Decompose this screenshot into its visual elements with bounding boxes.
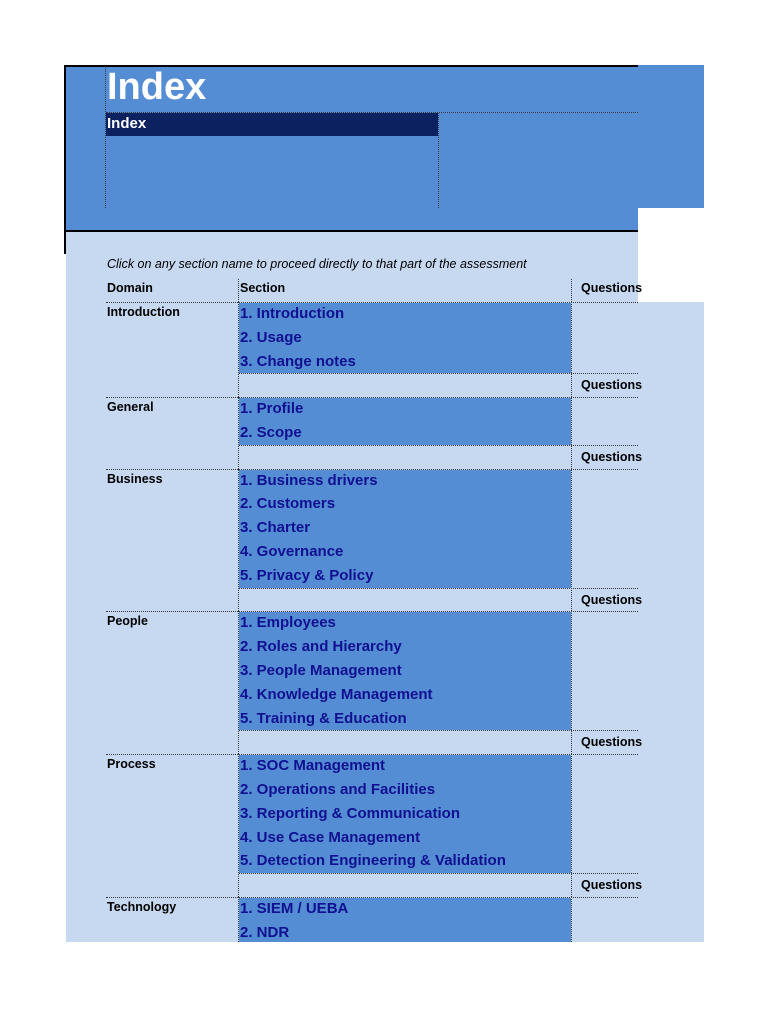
questions-link[interactable]: Questions (581, 592, 643, 607)
domain-label: Process (107, 757, 156, 772)
questions-gridline (239, 445, 638, 446)
column-header-domain: Domain (107, 281, 153, 295)
section-block (239, 303, 571, 373)
column-divider (571, 897, 572, 942)
column-divider (238, 279, 239, 302)
section-link[interactable]: 2. Operations and Facilities (240, 780, 436, 798)
instruction-text: Click on any section name to proceed directly to that part of the assessment (107, 257, 527, 271)
section-block (239, 470, 571, 588)
column-divider (571, 611, 572, 754)
section-link[interactable]: 4. Use Case Management (240, 828, 421, 846)
header-bottom-border (64, 230, 638, 232)
questions-link[interactable]: Questions (581, 378, 643, 393)
questions-link[interactable]: Questions (581, 878, 643, 893)
column-divider (238, 469, 239, 612)
section-link[interactable]: 2. Roles and Hierarchy (240, 638, 402, 656)
section-link[interactable]: 1. Profile (240, 400, 304, 418)
section-block (239, 755, 571, 873)
domain-label: Business (107, 471, 163, 486)
section-link[interactable]: 1. Employees (240, 614, 336, 632)
domain-label: Technology (107, 900, 177, 914)
header-band-lower (64, 208, 638, 230)
column-divider (571, 302, 572, 397)
section-link[interactable]: 4. Knowledge Management (240, 685, 433, 703)
questions-link[interactable]: Questions (581, 449, 643, 464)
column-divider (571, 469, 572, 612)
questions-gridline (239, 373, 638, 374)
column-divider (238, 897, 239, 942)
column-divider (238, 754, 239, 897)
header-gridline (105, 66, 106, 208)
section-link[interactable]: 3. Charter (240, 519, 311, 537)
domain-label: People (107, 614, 148, 629)
section-link[interactable]: 2. Usage (240, 328, 302, 346)
questions-gridline (239, 730, 638, 731)
section-link[interactable]: 3. People Management (240, 661, 402, 679)
column-divider (571, 397, 572, 468)
section-link[interactable]: 2. NDR (240, 923, 290, 941)
section-link[interactable]: 3. Change notes (240, 352, 356, 370)
column-header-section: Section (240, 281, 286, 295)
column-divider (571, 279, 572, 302)
column-header-questions: Questions (581, 281, 643, 295)
section-link[interactable]: 2. Scope (240, 423, 302, 441)
page-title: Index (107, 66, 207, 108)
questions-gridline (239, 873, 638, 874)
header-left-border (64, 65, 66, 254)
questions-link[interactable]: Questions (581, 735, 643, 750)
section-link[interactable]: 1. SIEM / UEBA (240, 900, 349, 917)
section-link[interactable]: 1. Business drivers (240, 471, 378, 489)
section-link[interactable]: 1. SOC Management (240, 757, 386, 775)
column-divider (238, 611, 239, 754)
section-link[interactable]: 5. Privacy & Policy (240, 566, 374, 584)
column-divider (238, 302, 239, 397)
section-block (239, 898, 571, 942)
section-link[interactable]: 5. Detection Engineering & Validation (240, 852, 506, 870)
index-label: Index (106, 113, 438, 136)
domain-label: Introduction (107, 305, 180, 319)
section-link[interactable]: 5. Training & Education (240, 709, 407, 727)
content-background-right (638, 302, 704, 942)
section-block (239, 612, 571, 730)
header-gridline (438, 113, 439, 208)
column-divider (571, 754, 572, 897)
column-divider (238, 397, 239, 468)
section-link[interactable]: 2. Customers (240, 495, 336, 513)
section-block (239, 398, 571, 445)
section-link[interactable]: 3. Reporting & Communication (240, 804, 461, 822)
section-link[interactable]: 4. Governance (240, 542, 344, 560)
domain-label: General (107, 400, 154, 415)
questions-gridline (239, 588, 638, 589)
section-link[interactable]: 1. Introduction (240, 305, 345, 322)
